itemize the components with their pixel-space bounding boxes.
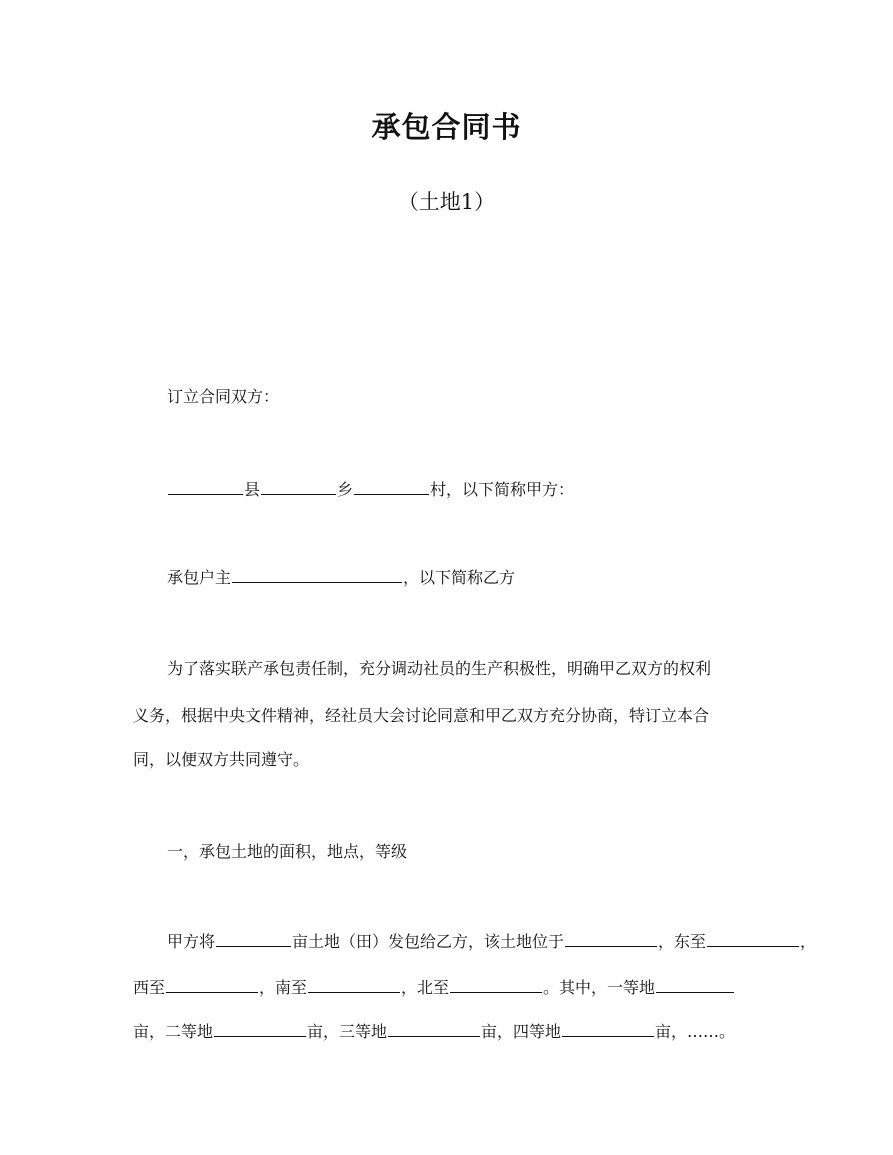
section-1-line-1 <box>167 930 816 954</box>
s1-l3-text-c: 亩，四等地 <box>481 1022 562 1041</box>
party-a-line <box>167 478 574 502</box>
document-title: 承包合同书 <box>371 110 522 144</box>
section-1-line-3 <box>133 1020 735 1044</box>
s1-l2-text-d: 。其中，一等地 <box>543 978 656 997</box>
county-label: 县 <box>244 480 261 499</box>
s1-l3-text-a: 亩，二等地 <box>133 1022 214 1041</box>
south-boundary-blank <box>308 977 400 993</box>
village-label: 村，以下简称甲方： <box>430 480 575 499</box>
preamble-line-3: 同，以便双方共同遵守。 <box>133 750 310 769</box>
grade-2-blank <box>214 1021 306 1037</box>
s1-l1-text-a: 甲方将 <box>167 932 216 951</box>
party-b-prefix: 承包户主 <box>167 568 232 587</box>
preamble-line-2: 义务，根据中央文件精神，经社员大会讨论同意和甲乙双方充分协商，特订立本合 <box>133 706 710 725</box>
s1-l2-text-a: 西至 <box>133 978 166 997</box>
preamble-line-1: 为了落实联产承包责任制，充分调动社员的生产积极性，明确甲乙双方的权利 <box>167 659 712 678</box>
west-boundary-blank <box>166 977 258 993</box>
s1-l1-text-c: ，东至 <box>658 932 707 951</box>
household-head-blank <box>232 567 402 583</box>
s1-l2-text-c: ，北至 <box>401 978 450 997</box>
grade-1-blank <box>656 977 734 993</box>
township-label: 乡 <box>337 480 354 499</box>
s1-l3-text-b: 亩，三等地 <box>307 1022 388 1041</box>
north-boundary-blank <box>450 977 542 993</box>
s1-l3-text-d: 亩，……。 <box>655 1022 736 1041</box>
grade-4-blank <box>562 1021 654 1037</box>
village-blank <box>354 479 429 495</box>
section-1-heading: 一，承包土地的面积，地点，等级 <box>167 842 408 861</box>
section-1-line-2 <box>133 976 735 1000</box>
s1-l2-text-b: ，南至 <box>259 978 308 997</box>
area-blank <box>216 931 291 947</box>
township-blank <box>261 479 336 495</box>
location-blank <box>565 931 657 947</box>
parties-heading: 订立合同双方： <box>167 387 280 406</box>
party-b-tail: ，以下简称乙方 <box>403 568 516 587</box>
s1-l1-text-b: 亩土地（田）发包给乙方，该土地位于 <box>292 932 565 951</box>
s1-l1-text-d: ， <box>800 932 817 951</box>
party-b-line <box>167 566 515 590</box>
document-subtitle: （土地1） <box>397 190 496 214</box>
grade-3-blank <box>388 1021 480 1037</box>
county-blank <box>168 479 243 495</box>
east-boundary-blank <box>707 931 799 947</box>
